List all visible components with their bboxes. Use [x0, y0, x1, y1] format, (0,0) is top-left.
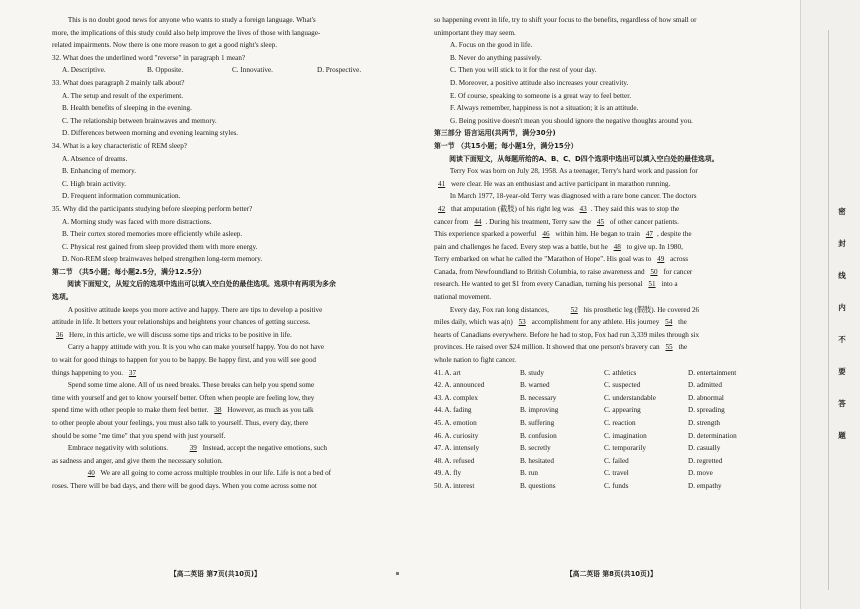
choices-table	[434, 367, 786, 493]
choice: D. strength	[688, 419, 720, 427]
passage-text: across	[670, 255, 689, 264]
answer-option: D. Moreover, a positive attitude also increases your creativity.	[450, 78, 629, 87]
passage-text: Every day, Fox ran long distances,	[449, 305, 549, 314]
choice: C. failed	[604, 456, 629, 465]
seal-char: 线	[838, 271, 846, 280]
section-instructions: 阅读下面短文，从短文后的选项中选出可以填入空白处的最佳选项。选项中有两项为多余	[67, 280, 336, 289]
answer-option: B. Never do anything passively.	[450, 53, 542, 62]
passage-line: This is no doubt good news for anyone who wants to study a foreign language. What's	[67, 16, 316, 24]
passage-text: that amputation (截肢) of his right leg was	[450, 204, 574, 213]
choice-row	[434, 379, 786, 392]
binding-margin	[800, 0, 860, 609]
passage-line: spend time with other people to make them feel better.	[52, 406, 209, 415]
passage-line: We are all going to come across multiple troubles in our life. Life is not a bed of	[100, 469, 332, 478]
choice: 49. A. fly	[434, 469, 462, 478]
passage-line: to other people about your feelings, you must also talk to yourself. Thus, every day, there	[52, 419, 309, 427]
blank-number: 39	[189, 444, 197, 453]
part-heading: 第三部分 语言运用(共两节，满分30分)	[434, 129, 556, 138]
answer-option: C. Then you will stick to it for the rest of your day.	[450, 66, 597, 75]
option: D. Non-REM sleep brainwaves helped strengthen long-term memory.	[62, 255, 263, 264]
option: A. Morning study was faced with more distractions.	[62, 217, 212, 226]
choice: C. funds	[604, 481, 629, 490]
blank-number: 49	[657, 255, 665, 264]
passage-text: miles daily, which was a(n)	[434, 318, 513, 327]
choice: 48. A. refused	[434, 456, 475, 465]
page-footer: 【高二英语 第8页(共10页)】	[566, 570, 657, 578]
choice: C. reaction	[604, 419, 636, 427]
passage-line: were clear. He was an enthusiast and active participant in marathon running.	[450, 179, 671, 188]
passage-text: the	[678, 343, 688, 352]
passage-line: to wait for good things to happen for you to be happy. Be happy first, and you will see good	[52, 356, 317, 365]
blank-number: 43	[579, 204, 587, 213]
question-stem: 33. What does paragraph 2 mainly talk about?	[52, 78, 185, 87]
passage-line: whole nation to fight cancer.	[434, 356, 517, 365]
passage-line: things happening to you.	[52, 368, 124, 377]
answer-option: F. Always remember, happiness is not a situation; it is an attitude.	[450, 104, 639, 113]
option: D. Frequent information communication.	[62, 192, 181, 201]
passage-line: as sadness and anger, and give them the necessary solution.	[52, 456, 223, 465]
choice: D. entertainment	[688, 368, 737, 377]
blank-number: 50	[650, 267, 658, 276]
passage-text: for cancer	[663, 267, 693, 276]
section-instructions: 选项。	[52, 293, 73, 302]
passage-line: should be some "me time" that you spend with just yourself.	[52, 431, 226, 440]
right-page	[434, 14, 786, 493]
passage-line: hearts of Canadians everywhere. Before he had to stop, Fox had run 3,339 miles through six	[434, 330, 700, 339]
choice-row	[434, 417, 786, 430]
seal-line	[828, 30, 829, 590]
question-stem: 35. Why did the participants studying before sleeping perform better?	[52, 204, 253, 213]
passage-line: related impairments. Now there is one more reason to get a good night's sleep.	[52, 41, 278, 50]
blank-number: 41	[438, 179, 446, 188]
passage-text: cancer from	[434, 217, 469, 226]
passage-line: unimportant they may seem.	[434, 28, 516, 37]
option: B. Their cortex stored memories more efficiently while asleep.	[62, 230, 243, 239]
section-heading: 第二节 （共5小题；每小题2.5分，满分12.5分）	[52, 267, 206, 276]
passage-line: national movement.	[434, 293, 492, 302]
choice: 46. A. curiosity	[434, 431, 479, 440]
choice: D. empathy	[688, 481, 722, 490]
seal-char: 封	[838, 239, 846, 248]
blank-number: 44	[474, 217, 482, 226]
passage-line: attitude in life. It betters your relationships and heightens your chances of getting success.	[52, 318, 311, 327]
passage-text: , despite the	[656, 230, 692, 239]
option: C. Physical rest gained from sleep provided them with more energy.	[62, 242, 258, 251]
seal-char: 要	[838, 367, 846, 376]
choice: B. secretly	[520, 444, 551, 453]
blank-number: 42	[438, 204, 446, 213]
blank-number: 37	[128, 368, 137, 377]
passage-text: provinces. He raised over $24 million. It showed that one person's bravery can	[434, 343, 660, 352]
blank-number: 46	[542, 230, 550, 239]
page-footer: 【高二英语 第7页(共10页)】	[170, 570, 261, 578]
choice: 42. A. announced	[434, 381, 485, 390]
section-instructions: 阅读下面短文，从每题所给的A、B、C、D四个选项中选出可以填入空白处的最佳选项。	[449, 154, 719, 163]
seal-char: 密	[838, 207, 846, 216]
choice-row	[434, 442, 786, 455]
choice: B. warned	[520, 381, 550, 390]
choice: D. regretted	[688, 456, 723, 465]
choice: C. travel	[604, 469, 629, 478]
blank-number: 55	[665, 343, 673, 352]
choice: D. determination	[688, 431, 737, 440]
choice: B. improving	[520, 406, 559, 415]
passage-text: into a	[661, 280, 678, 289]
passage-text: of other cancer patients.	[609, 217, 679, 226]
seal-char: 内	[838, 303, 846, 312]
option: A. The setup and result of the experiment.	[62, 91, 184, 100]
passage-line: more, the implications of this study could also help improve the lives of those with language-	[52, 28, 321, 37]
blank-number: 48	[613, 242, 621, 251]
answer-option: G. Being positive doesn't mean you should ignore the negative thoughts around you.	[450, 116, 693, 125]
option: B. Opposite.	[147, 66, 184, 75]
choice: 44. A. fading	[434, 406, 472, 415]
choice-row	[434, 392, 786, 405]
scan-speck	[396, 572, 399, 575]
passage-text: . During his treatment, Terry saw the	[485, 217, 592, 226]
choice: B. run	[520, 469, 538, 478]
choice: 41. A. art	[434, 368, 461, 377]
passage-line: Spend some time alone. All of us need breaks. These breaks can help you spend some	[67, 381, 315, 390]
question-stem: 32. What does the underlined word "reverse" in paragraph 1 mean?	[52, 53, 246, 62]
choice: 45. A. emotion	[434, 419, 477, 427]
blank-number: 38	[214, 406, 222, 415]
answer-option: A. Focus on the good in life.	[450, 41, 533, 50]
blank-number: 51	[648, 280, 656, 289]
blank-number: 36	[56, 330, 64, 339]
passage-line: Instead, accept the negative emotions, such	[202, 444, 327, 453]
choice: 50. A. interest	[434, 481, 475, 490]
blank-number: 45	[596, 217, 605, 226]
passage-text: . They said this was to stop the	[590, 204, 680, 213]
passage-line: Carry a happy attitude with you. It is you who can make yourself happy. You do not have	[67, 343, 325, 352]
option: B. Health benefits of sleeping in the evening.	[62, 104, 192, 113]
passage-line: so happening event in life, try to shift your focus to the benefits, regardless of how small or	[434, 16, 697, 24]
seal-char: 题	[838, 431, 846, 440]
blank-number: 40	[87, 469, 95, 478]
choice: C. understandable	[604, 393, 656, 402]
seal-char: 答	[838, 399, 846, 408]
passage-line: Embrace negativity with solutions.	[67, 444, 169, 453]
choice-row	[434, 404, 786, 417]
passage-line: Terry Fox was born on July 28, 1958. As a teenager, Terry's hard work and passion for	[449, 167, 698, 176]
choice: B. questions	[520, 481, 556, 490]
passage-text: pain and challenges he faced. Every step was a battle, but he	[434, 242, 608, 251]
option: B. Enhancing of memory.	[62, 167, 136, 176]
passage-text: within him. He began to train	[555, 230, 640, 239]
choice: B. suffering	[520, 419, 555, 427]
option: C. Innovative.	[232, 66, 273, 75]
option: D. Prospective.	[317, 66, 362, 75]
seal-char: 不	[838, 335, 846, 344]
passage-text: the	[678, 318, 687, 327]
passage-line: roses. There will be bad days, and there will be good days. When you come across some not	[52, 481, 317, 490]
passage-text: Terry embarked on what he called the "Marathon of Hope". His goal was to	[434, 255, 652, 264]
option: D. Differences between morning and evening learning styles.	[62, 129, 239, 138]
choice: C. imagination	[604, 431, 647, 440]
blank-number: 53	[518, 318, 526, 327]
section-heading: 第一节 （共15小题；每小题1分，满分15分）	[434, 141, 578, 150]
passage-text: research. He wanted to get $1 from every Canadian, turning his personal	[434, 280, 643, 289]
option: C. High brain activity.	[62, 179, 127, 188]
choice-row	[434, 430, 786, 443]
question-options	[52, 64, 402, 77]
choice: D. abnormal	[688, 393, 724, 402]
choice: D. spreading	[688, 406, 725, 415]
choice: 43. A. complex	[434, 393, 478, 402]
blank-number: 47	[645, 230, 653, 239]
choice: B. hesitated	[520, 456, 554, 465]
choice: C. suspected	[604, 381, 641, 390]
option: C. The relationship between brainwaves and memory.	[62, 116, 217, 125]
passage-text: to give up. In 1980,	[626, 242, 683, 251]
choice-row	[434, 367, 786, 380]
choice: C. temporarily	[604, 444, 646, 453]
passage-line: In March 1977, 18-year-old Terry was diagnosed with a rare bone cancer. The doctors	[449, 192, 697, 201]
option: A. Descriptive.	[62, 66, 106, 75]
choice: 47. A. intensely	[434, 444, 480, 453]
passage-line: Here, in this article, we will discuss some tips and tricks to be positive in life.	[68, 330, 292, 339]
blank-number: 54	[665, 318, 673, 327]
choice-row	[434, 480, 786, 493]
choice: D. casually	[688, 444, 721, 453]
choice: B. confusion	[520, 431, 557, 440]
choice-row	[434, 467, 786, 480]
choice: C. athletics	[604, 368, 637, 377]
choice: D. move	[688, 469, 713, 478]
choice-row	[434, 455, 786, 468]
passage-text: Canada, from Newfoundland to British Columbia, to raise awareness and	[434, 267, 645, 276]
passage-line: However, as much as you talk	[227, 406, 314, 415]
choice: B. necessary	[520, 393, 557, 402]
passage-text: his prosthetic leg (假肢). He covered 26	[583, 305, 700, 314]
passage-text: This experience sparked a powerful	[434, 230, 537, 239]
left-page	[52, 14, 402, 493]
choice: B. study	[520, 368, 544, 377]
question-stem: 34. What is a key characteristic of REM sleep?	[52, 141, 187, 150]
choice: C. appearing	[604, 406, 641, 415]
answer-option: E. Of course, speaking to someone is a great way to feel better.	[450, 91, 632, 100]
passage-line: A positive attitude keeps you more active and happy. There are tips to develop a positive	[67, 305, 323, 314]
passage-text: accomplishment for any athlete. His journey	[531, 318, 660, 327]
choice: D. admitted	[688, 381, 722, 390]
option: A. Absence of dreams.	[62, 154, 128, 163]
blank-number: 52	[570, 305, 578, 314]
passage-line: time with yourself and get to know yourself better. Often when people are feeling low, they	[52, 393, 315, 402]
